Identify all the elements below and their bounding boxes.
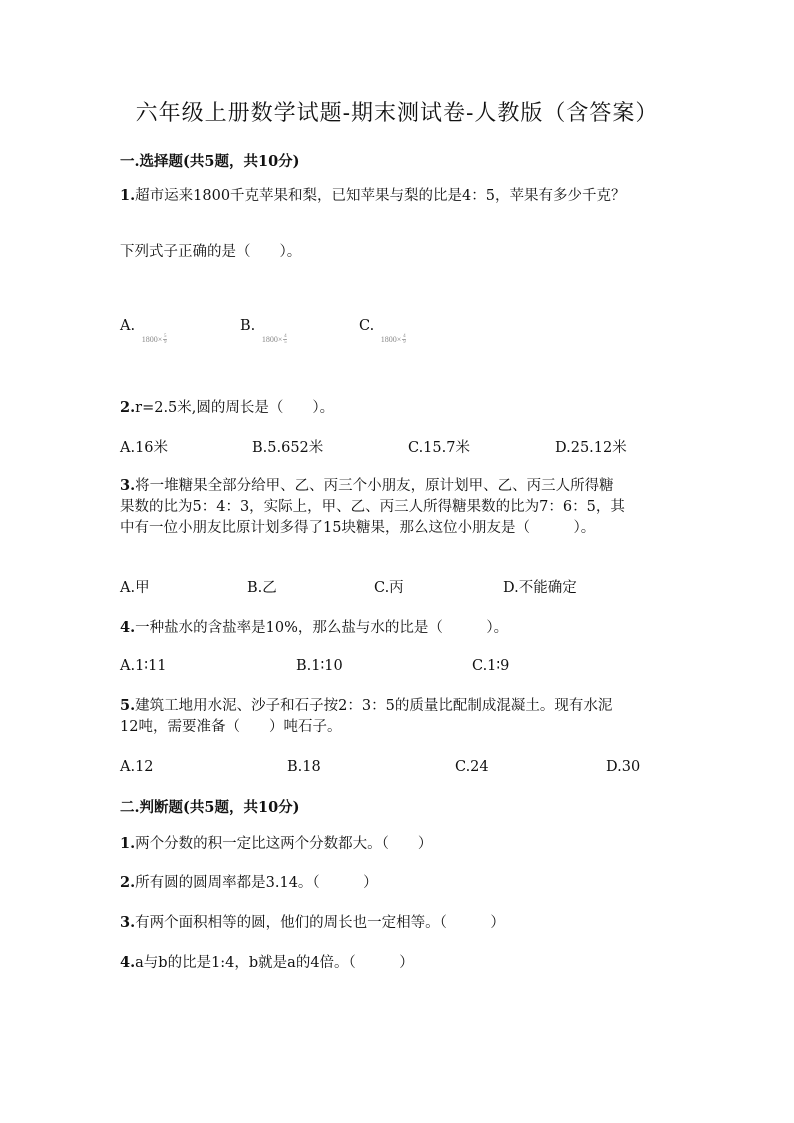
question-1 xyxy=(120,186,626,206)
question-number: 2. xyxy=(120,874,136,891)
question-text: 一种盐水的含盐率是10%，那么盐与水的比是（ ）。 xyxy=(135,620,509,636)
question-number: 4. xyxy=(120,619,136,636)
q5-option-c: C.24 xyxy=(455,759,489,775)
q4-option-b: B.1∶10 xyxy=(296,658,343,674)
question-number: 3. xyxy=(120,914,136,931)
page-title: 六年级上册数学试题-期末测试卷-人教版（含答案） xyxy=(135,101,659,126)
q2-option-c: C.15.7米 xyxy=(408,440,470,456)
question-text: 所有圆的圆周率都是3.14。（ ） xyxy=(135,875,378,891)
question-3-line-3: 中有一位小朋友比原计划多得了15块糖果，那么这位小朋友是（ ）。 xyxy=(120,520,596,536)
q3-option-c: C.丙 xyxy=(374,580,404,596)
option-label: B. xyxy=(240,318,256,334)
question-text: 建筑工地用水泥、沙子和石子按2：3：5的质量比配制成混凝土。现有水泥 xyxy=(135,698,613,714)
judgment-item-1 xyxy=(120,834,432,854)
question-text: a与b的比是1:4，b就是a的4倍。（ ） xyxy=(135,955,414,971)
q2-option-d: D.25.12米 xyxy=(555,440,627,456)
formula-image: 1800× 4 5 xyxy=(261,334,287,345)
q3-option-a: A.甲 xyxy=(120,580,150,596)
question-3-line-1 xyxy=(120,476,614,496)
question-text: 将一堆糖果全部分给甲、乙、丙三个小朋友，原计划甲、乙、丙三人所得糖 xyxy=(135,478,614,494)
question-4 xyxy=(120,618,508,638)
section-heading-choice: 一.选择题(共5题，共10分) xyxy=(120,153,300,170)
question-number: 3. xyxy=(120,477,136,494)
question-5-line-1 xyxy=(120,696,612,716)
option-label: C. xyxy=(359,318,375,334)
question-number: 2. xyxy=(120,399,136,416)
q5-option-d: D.30 xyxy=(606,759,641,775)
section-heading-judgment: 二.判断题(共5题，共10分) xyxy=(120,799,300,816)
q3-option-d: D.不能确定 xyxy=(503,580,577,596)
q1-option-c xyxy=(359,318,406,345)
q4-option-c: C.1∶9 xyxy=(472,658,510,674)
question-text: r=2.5米,圆的周长是（ ）。 xyxy=(135,400,335,416)
question-number: 4. xyxy=(120,954,136,971)
judgment-item-2 xyxy=(120,873,378,893)
judgment-item-4 xyxy=(120,953,414,973)
q1-option-b xyxy=(240,318,287,345)
question-1-prompt: 下列式子正确的是（ ）。 xyxy=(120,244,302,260)
judgment-item-3 xyxy=(120,913,505,933)
q1-option-a xyxy=(120,318,167,345)
question-3-line-2: 果数的比为5：4：3，实际上，甲、乙、丙三人所得糖果数的比为7：6：5，其 xyxy=(120,499,625,515)
question-number: 1. xyxy=(120,835,136,852)
q3-option-b: B.乙 xyxy=(247,580,277,596)
q2-option-a: A.16米 xyxy=(120,440,169,456)
q5-option-b: B.18 xyxy=(287,759,321,775)
question-number: 5. xyxy=(120,697,136,714)
q4-option-a: A.1∶11 xyxy=(120,658,167,674)
option-label: A. xyxy=(120,318,136,334)
formula-image: 1800× 4 9 xyxy=(380,334,406,345)
formula-image: 1800× 5 9 xyxy=(141,334,167,345)
question-text: 超市运来1800千克苹果和梨，已知苹果与梨的比是4：5，苹果有多少千克？ xyxy=(135,188,626,204)
q2-option-b: B.5.652米 xyxy=(252,440,324,456)
question-text: 有两个面积相等的圆，他们的周长也一定相等。（ ） xyxy=(135,915,505,931)
q5-option-a: A.12 xyxy=(120,759,154,775)
question-5-line-2: 12吨，需要准备（ ）吨石子。 xyxy=(120,719,342,735)
question-text: 两个分数的积一定比这两个分数都大。（ ） xyxy=(135,836,433,852)
question-number: 1. xyxy=(120,187,136,204)
question-2 xyxy=(120,398,334,418)
